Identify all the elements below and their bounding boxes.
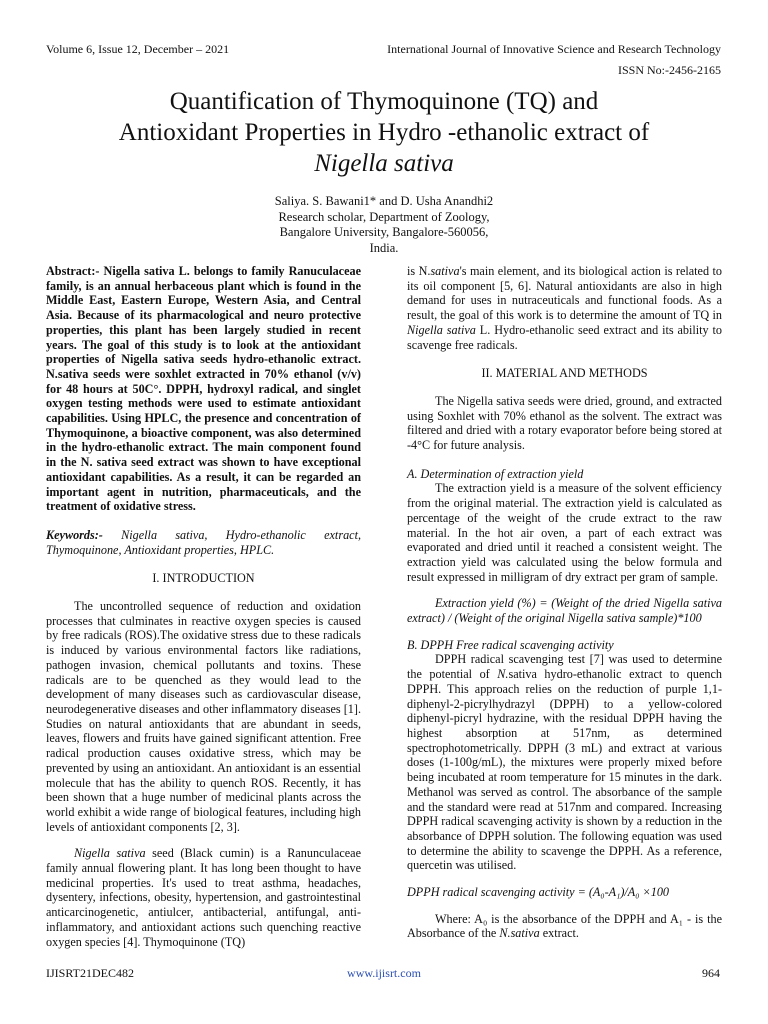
- abstract-text: Nigella sativa L. belongs to family Ranuculaceae family, is an annual herbaceous plant which is found in the Middle East, Eastern Europe, Western Asia, and Central Asia. Because of its pharmacological and neuro protective properties, this plant has been largely studied in recent years. The goal of this study is to look at the antioxidant properties of Nigella sativa seeds hydro-ethanolic extract. N.sativa seeds were soxhlet extracted in 70% ethanol (v/v) for 48 hours at 50C°. DPPH, hydroxyl radical, and singlet oxygen testing methods were used to estimate antioxidant capabilities. Using HPLC, the presence and concentration of Thymoquinone, a bioactive component, was also determined in the hydro-ethanolic extract. The main component found in the N. sativa seed extract was shown to have exceptional antioxidant capabilities. As a result, it can be regarded an important agent in nutrition, pharmaceuticals, and the treatment of oxidative stress.: [46, 264, 362, 514]
- journal-name: International Journal of Innovative Science and Research Technology: [387, 42, 721, 56]
- title-line-2: Antioxidant Properties in Hydro -ethanolic extract of: [118, 119, 650, 146]
- dpph-p-a: DPPH radical scavenging test [7] was used to determine the potential of: [407, 652, 722, 682]
- title-line-3: Nigella sativa: [314, 150, 454, 177]
- intro-p3-a: is N.: [407, 264, 431, 278]
- affiliation-country: India.: [369, 240, 399, 255]
- keywords: [46, 528, 361, 557]
- abstract-label: Abstract:-: [46, 264, 100, 278]
- intro-paragraph-1: The uncontrolled sequence of reduction and oxidation processes that culminates in reactive oxygen species is caused by free radicals (ROS).The oxidative stress due to these radicals is induced by various environmental factors like radiations, pathogen invasion, chemical pollutants and toxins. These radicals are to be quenched as they would lead to the development of many diseases such as cardiovascular disease, neurodegenerative diseases and other inflammatory diseases [1]. Studies on natural antioxidants that are abundant in seeds, leaves, flowers and fruits have gained significant attention. Free radical production causes oxidative stress, which may be prevented by using an antioxidant. An antioxidant is an essential molecule that has the ability to quench ROS. Recently, it has been shown that a huge number of medicinal plants across the world exhibit a wide range of biological features, including high levels of antioxidant components [2, 3].: [46, 599, 361, 834]
- subsection-b-heading: B. DPPH Free radical scavenging activity: [407, 637, 614, 652]
- abstract: [46, 264, 361, 514]
- intro-p2-species: Nigella sativa: [74, 846, 146, 861]
- author-names: Saliya. S. Bawani1* and D. Usha Anandhi2: [274, 194, 494, 208]
- affiliation-dept: Research scholar, Department of Zoology,: [278, 209, 490, 224]
- subsection-a-paragraph: The extraction yield is a measure of the solvent efficiency from the original material. The extraction yield is calculated as percentage of the weight of the crude extract to the raw material. In the hot air oven, a part of each extract was evaporated and dried until it reached a consistent weight. The extraction yield was calculated using the below formula and result expressed in milligram of dry extract per gram of sample.: [407, 481, 722, 584]
- keywords-label: Keywords:-: [46, 527, 103, 542]
- dpph-p-c: sativa hydro-ethanolic extract to quench DPPH. This approach relies on the reduction of purple 1,1-diphenyl-2-picrylhydrazyl (DPPH) to a yellow-colored diphenyl-picryl hydrazine, with the residual DPPH having the highest absorption at 517nm, as determined spectrophotometrically. DPPH (3 mL) and extract at various doses (1-100g/mL), the mixtures were properly mixed before being incubated at room temperature for 15 minutes in the dark. Methanol was served as control. The absorbance of the sample and the standard were read at 517nm and compared. Increasing DPPH radical scavenging activity is shown by a reduction in the absorbance of DPPH solution. The following equation was used to determine the ability to scavenge the DPPH. As a reference, quercetin was utilised.: [407, 667, 722, 873]
- where-a: Where: A₀ is the absorbance of the DPPH and A₁ - is the Absorbance of the: [407, 911, 722, 941]
- intro-p3-e: L. Hydro-ethanolic seed extract and its ability to scavenge free radicals.: [407, 322, 723, 352]
- paper-code: IJISRT21DEC482: [46, 966, 134, 980]
- intro-p2-text: seed (Black cumin) is a Ranunculaceae family annual flowering plant. It has long been thought to have medicinal properties. It's used to treat asthma, headaches, dysentery, infections, obesity, hypertension, and gastrointestinal anticarcinogenetic, antiulcer, antibacterial, antifungal, anti-inflammatory, and antioxidant actions such quenching reactive oxygen species [4]. Thymoquinone (TQ): [46, 846, 361, 949]
- dpph-formula: DPPH radical scavenging activity = (A₀-A₁)/A₀ ×100: [407, 885, 670, 900]
- intro-paragraph-2: [46, 846, 361, 949]
- subsection-b-paragraph: [407, 652, 722, 873]
- where-c: extract.: [539, 926, 579, 941]
- left-column: [46, 264, 361, 949]
- dpph-p-b: N.: [497, 667, 509, 682]
- keywords-text: Nigella sativa, Hydro-ethanolic extract, Thymoquinone, Antioxidant properties, HPLC.: [46, 527, 362, 557]
- methods-paragraph-1: The Nigella sativa seeds were dried, ground, and extracted using Soxhlet with 70% ethanol as the solvent. The extract was filtered and dried with a rotary evaporator before being stored at -4°C for future analysis.: [407, 393, 722, 453]
- intro-p3-b: sativa: [430, 264, 460, 278]
- where-b: N.sativa: [499, 926, 540, 941]
- subsection-a-heading: A. Determination of extraction yield: [407, 466, 584, 481]
- section-heading-introduction: I. INTRODUCTION: [152, 571, 255, 586]
- page-number: 964: [702, 966, 720, 980]
- title-line-1: Quantification of Thymoquinone (TQ) and: [169, 88, 599, 115]
- affiliation-university: Bangalore University, Bangalore-560056,: [279, 225, 489, 239]
- paper-title: [30, 86, 738, 179]
- intro-p3-d: Nigella sativa: [407, 322, 476, 337]
- intro-paragraph-3: [407, 264, 722, 352]
- intro-p3-c: 's main element, and its biological action is related to its oil component [5, 6]. Natural antioxidants are also in high demand for uses in nutraceuticals and functional foods. As a result, the goal of this work is to determine the amount of TQ in: [407, 264, 722, 323]
- section-heading-methods: II. MATERIAL AND METHODS: [481, 366, 648, 381]
- formula-where-clause: [407, 912, 722, 941]
- author-block: [150, 194, 618, 256]
- right-column: [407, 264, 722, 941]
- volume-issue: Volume 6, Issue 12, December – 2021: [46, 42, 230, 56]
- issn: ISSN No:-2456-2165: [617, 63, 721, 77]
- journal-url-link[interactable]: www.ijisrt.com: [347, 966, 421, 980]
- extraction-yield-formula: Extraction yield (%) = (Weight of the dried Nigella sativa extract) / (Weight of the original Nigella sativa sample)*100: [407, 596, 722, 626]
